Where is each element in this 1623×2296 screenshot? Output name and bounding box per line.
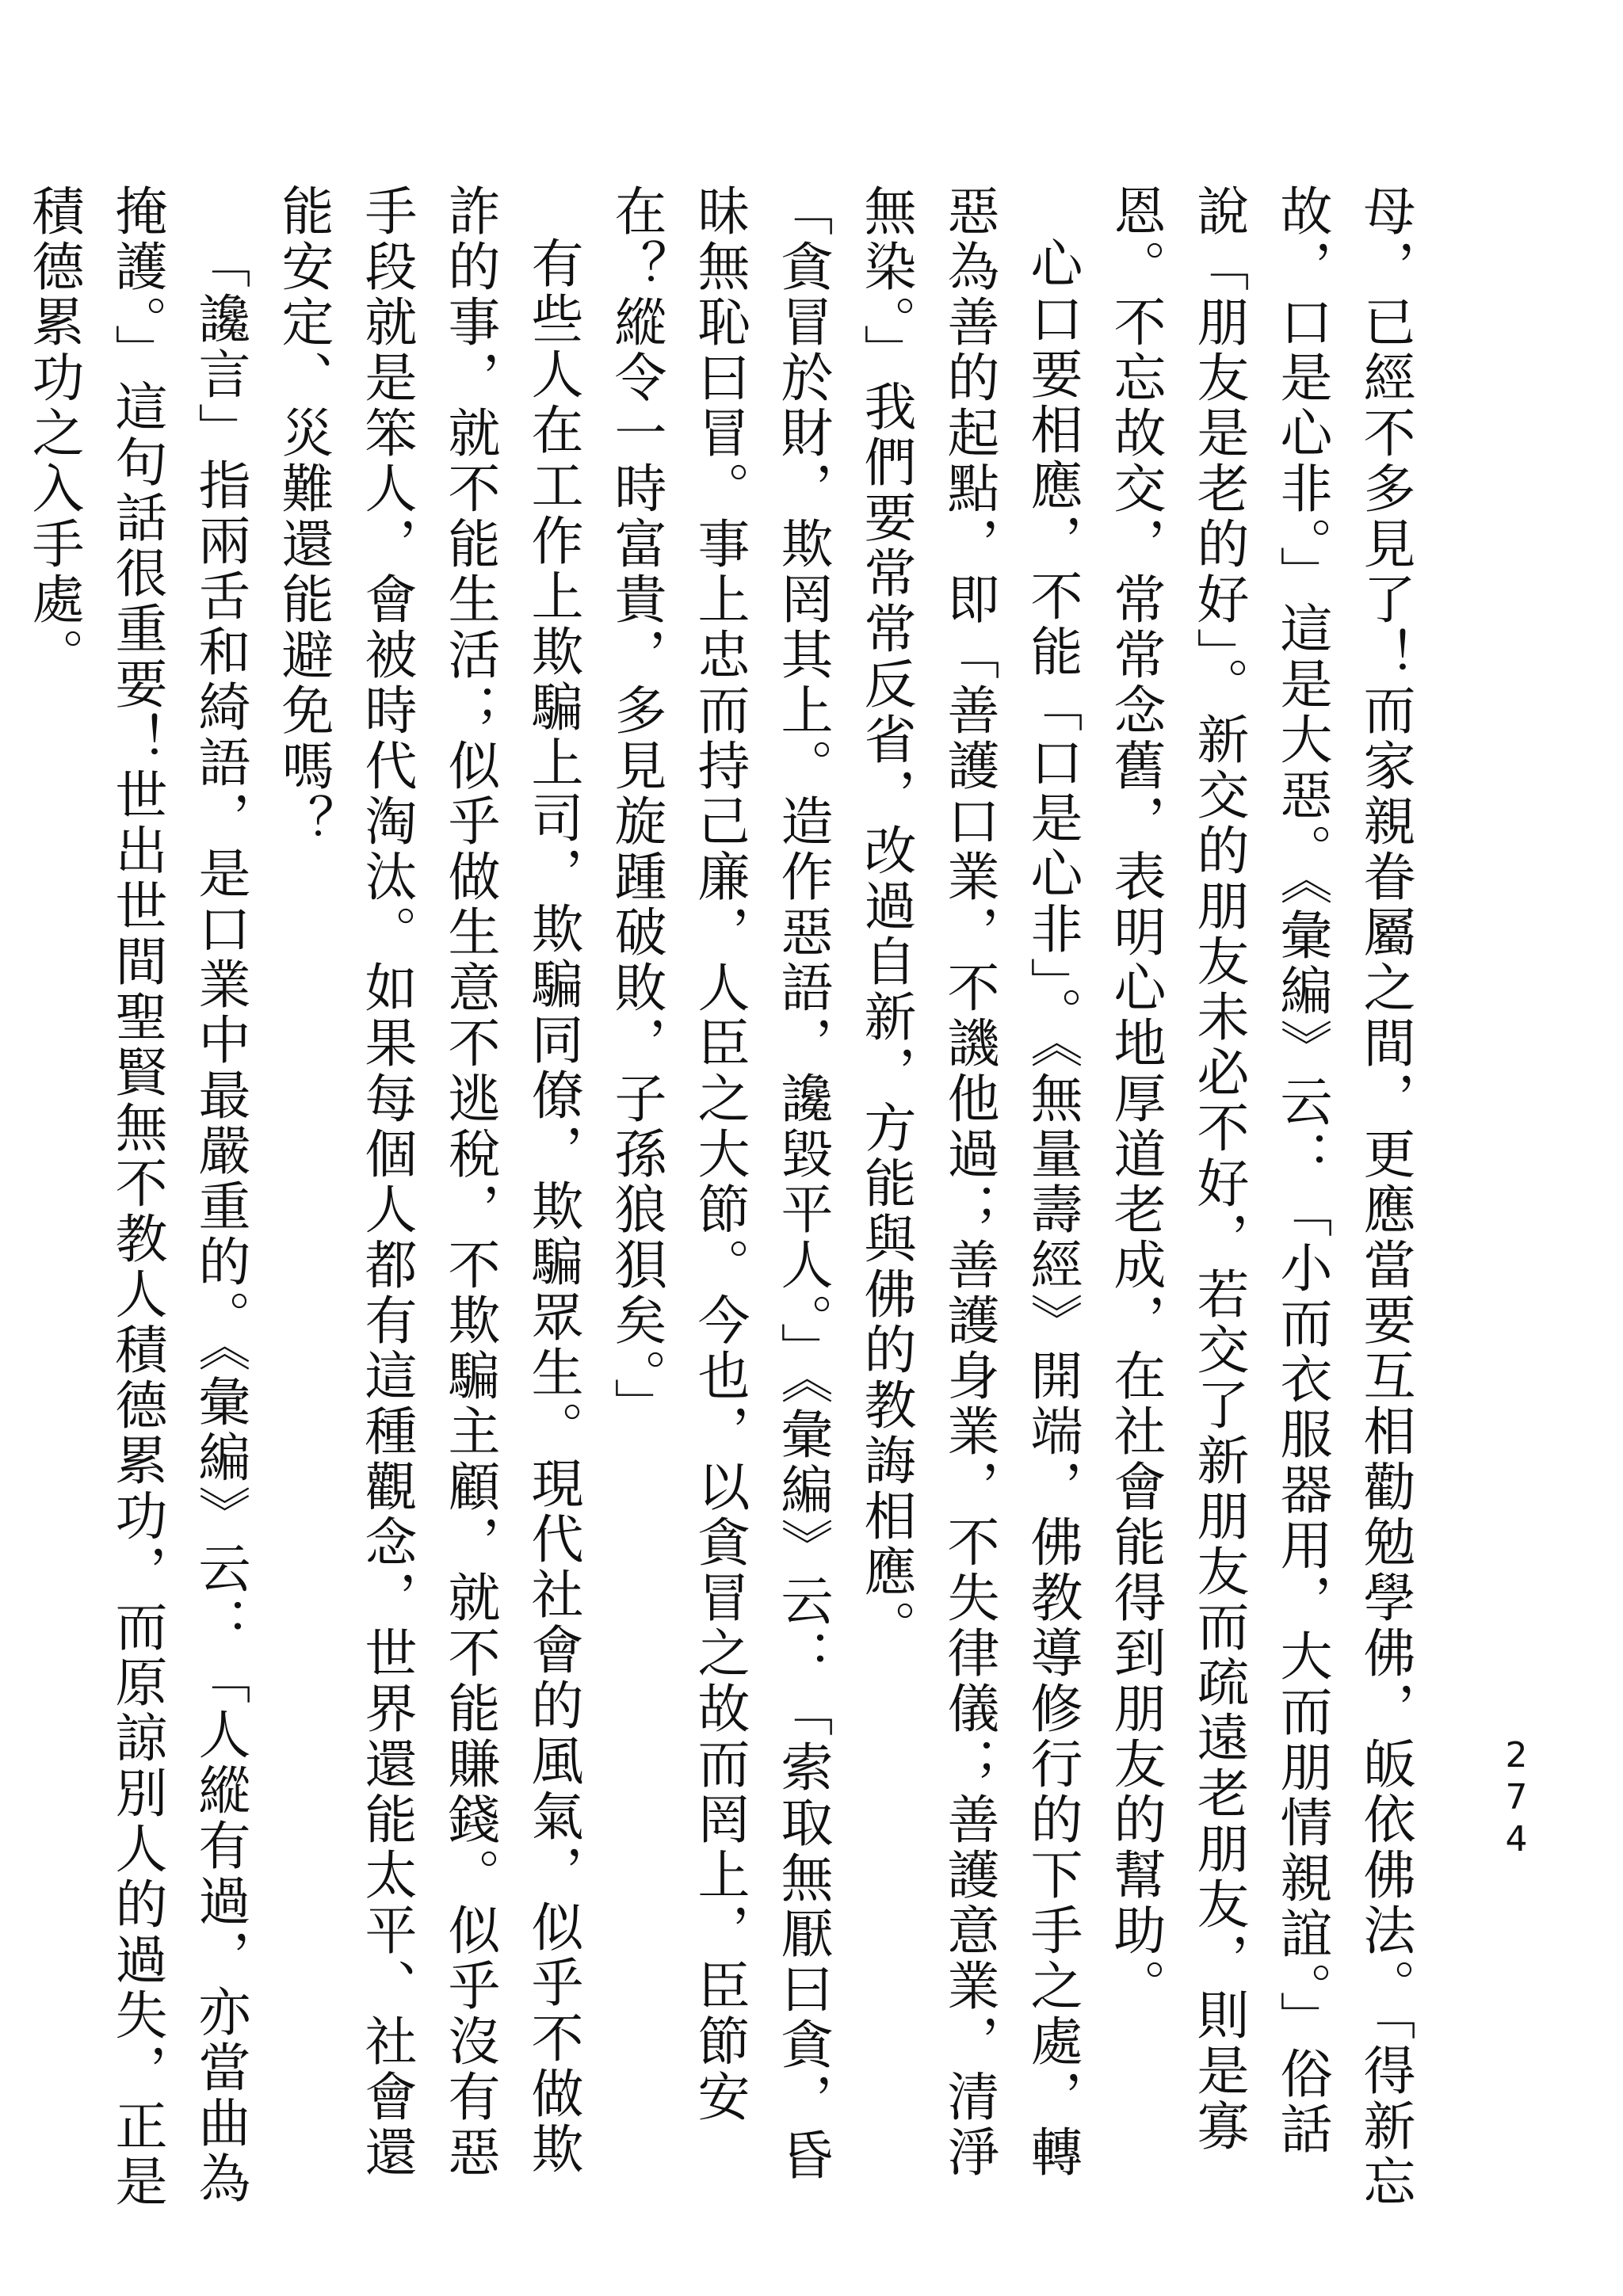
- paragraph-1: 母，已經不多見了！而家親眷屬之間，更應當要互相勸勉學佛，皈依佛法。「得新忘故，口是心非。」這是大惡。《彙編》云：「小而衣服器用，大而朋情親誼。」俗話說「朋友是老的好」。新交的朋友未必不好，若交了新朋友而疏遠老朋友，則是寡恩。不忘故交，常常念舊，表明心地厚道老成，在社會能得到朋友的幫助。: [1105, 184, 1415, 2210]
- paragraph-3: 「貪冒於財，欺罔其上。造作惡語，讒毀平人。」《彙編》云：「索取無厭曰貪，昏昧無恥曰冒。事上忠而持己廉，人臣之大節。今也，以貪冒之故而罔上，臣節安在？縱令一時富貴，多見旋踵破敗，子孫狼狽矣。」: [605, 184, 833, 2183]
- paragraph-5: 「讒言」指兩舌和綺語，是口業中最嚴重的。《彙編》云：「人縱有過，亦當曲為掩護。」這句話很重要！世出世間聖賢無不教人積德累功，而原諒別人的過失，正是積德累功之入手處。: [23, 184, 250, 2210]
- page-number: 274: [1496, 1735, 1537, 1861]
- paragraph-4: 有些人在工作上欺騙上司，欺騙同僚，欺騙眾生。現代社會的風氣，似乎不做欺詐的事，就不能生活；似乎做生意不逃稅，不欺騙主顧，就不能賺錢。似乎沒有惡手段就是笨人，會被時代淘汰。如果每個人都有這種觀念，世界還能太平、社會還能安定、災難還能避免嗎？: [273, 184, 583, 2180]
- paragraph-2: 心口要相應，不能「口是心非」。《無量壽經》開端，佛教導修行的下手之處，轉惡為善的起點，即「善護口業，不譏他過；善護身業，不失律儀；善護意業，清淨無染。」我們要常常反省，改過自新，方能與佛的教誨相應。: [855, 184, 1083, 2180]
- body-text: [12, 184, 1426, 2212]
